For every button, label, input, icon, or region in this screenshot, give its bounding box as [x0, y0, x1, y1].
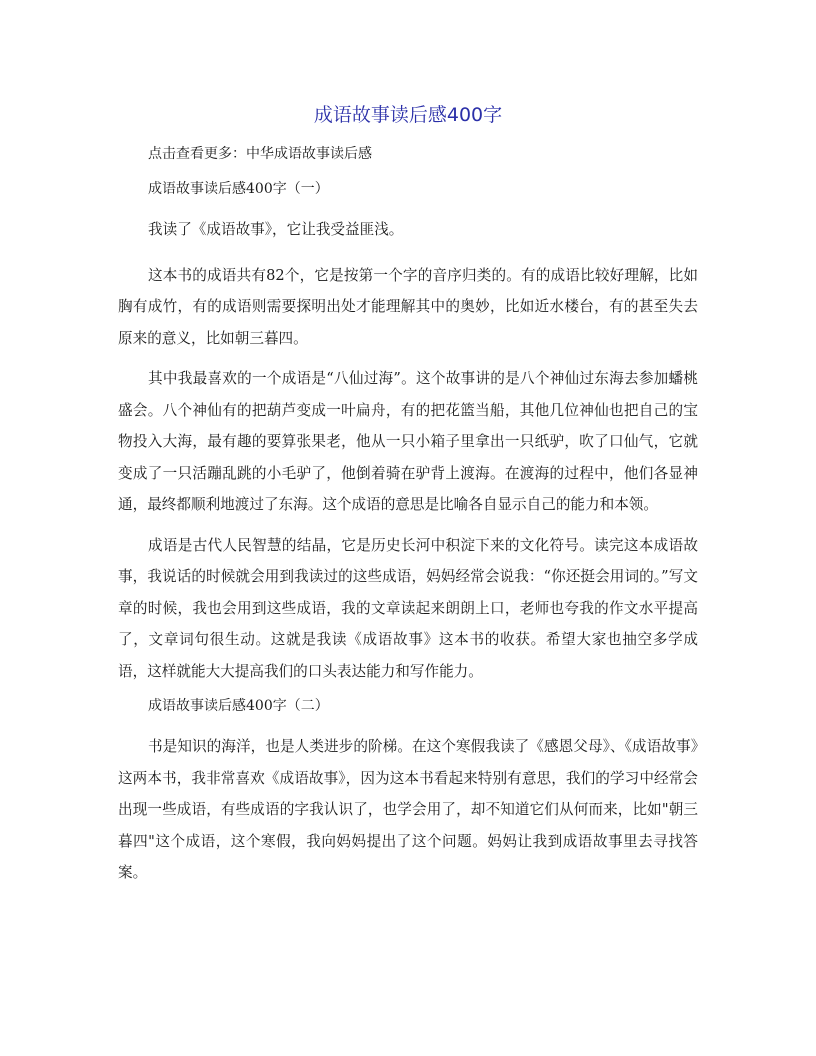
document-title: 成语故事读后感400字: [313, 104, 503, 126]
section-heading-1: 成语故事读后感400字（一）: [148, 181, 329, 197]
paragraph: 其中我最喜欢的一个成语是“八仙过海”。这个故事讲的是八个神仙过东海去参加蟠桃盛会。八个神仙有的把葫芦变成一叶扁舟，有的把花篮当船，其他几位神仙也把自己的宝物投入大海，最有趣的要算张果老，他从一只小箱子里拿出一只纸驴，吹了口仙气，它就变成了一只活蹦乱跳的小毛驴了，他倒着骑在驴背上渡海。在渡海的过程中，他们各显神通，最终都顺利地渡过了东海。这个成语的意思是比喻各自显示自己的能力和本领。: [118, 370, 698, 513]
paragraph: 成语是古代人民智慧的结晶，它是历史长河中积淀下来的文化符号。读完这本成语故事，我说话的时候就会用到我读过的这些成语，妈妈经常会说我：“你还挺会用词的。”写文章的时候，我也会用到这些成语，我的文章读起来朗朗上口，老师也夸我的作文水平提高了，文章词句很生动。这就是我读《成语故事》这本书的收获。希望大家也抽空多学成语，这样就能大大提高我们的口头表达能力和写作能力。: [118, 536, 698, 680]
paragraph: 我读了《成语故事》，它让我受益匪浅。: [148, 221, 404, 238]
paragraph: 书是知识的海洋，也是人类进步的阶梯。在这个寒假我读了《感恩父母》、《成语故事》这两本书，我非常喜欢《成语故事》，因为这本书看起来特别有意思，我们的学习中经常会出现一些成语，有些成语的字我认识了，也学会用了，却不知道它们从何而来，比如"朝三暮四"这个成语，这个寒假，我向妈妈提出了这个问题。妈妈让我到成语故事里去寻找答案。: [118, 738, 698, 881]
paragraph: 这本书的成语共有82个，它是按第一个字的音序归类的。有的成语比较好理解，比如胸有成竹，有的成语则需要探明出处才能理解其中的奥妙，比如近水楼台，有的甚至失去原来的意义，比如朝三暮四。: [118, 266, 698, 347]
more-link[interactable]: 点击查看更多：中华成语故事读后感: [148, 146, 372, 162]
document-page: [118, 100, 698, 898]
section-heading-2: 成语故事读后感400字（二）: [148, 698, 329, 714]
